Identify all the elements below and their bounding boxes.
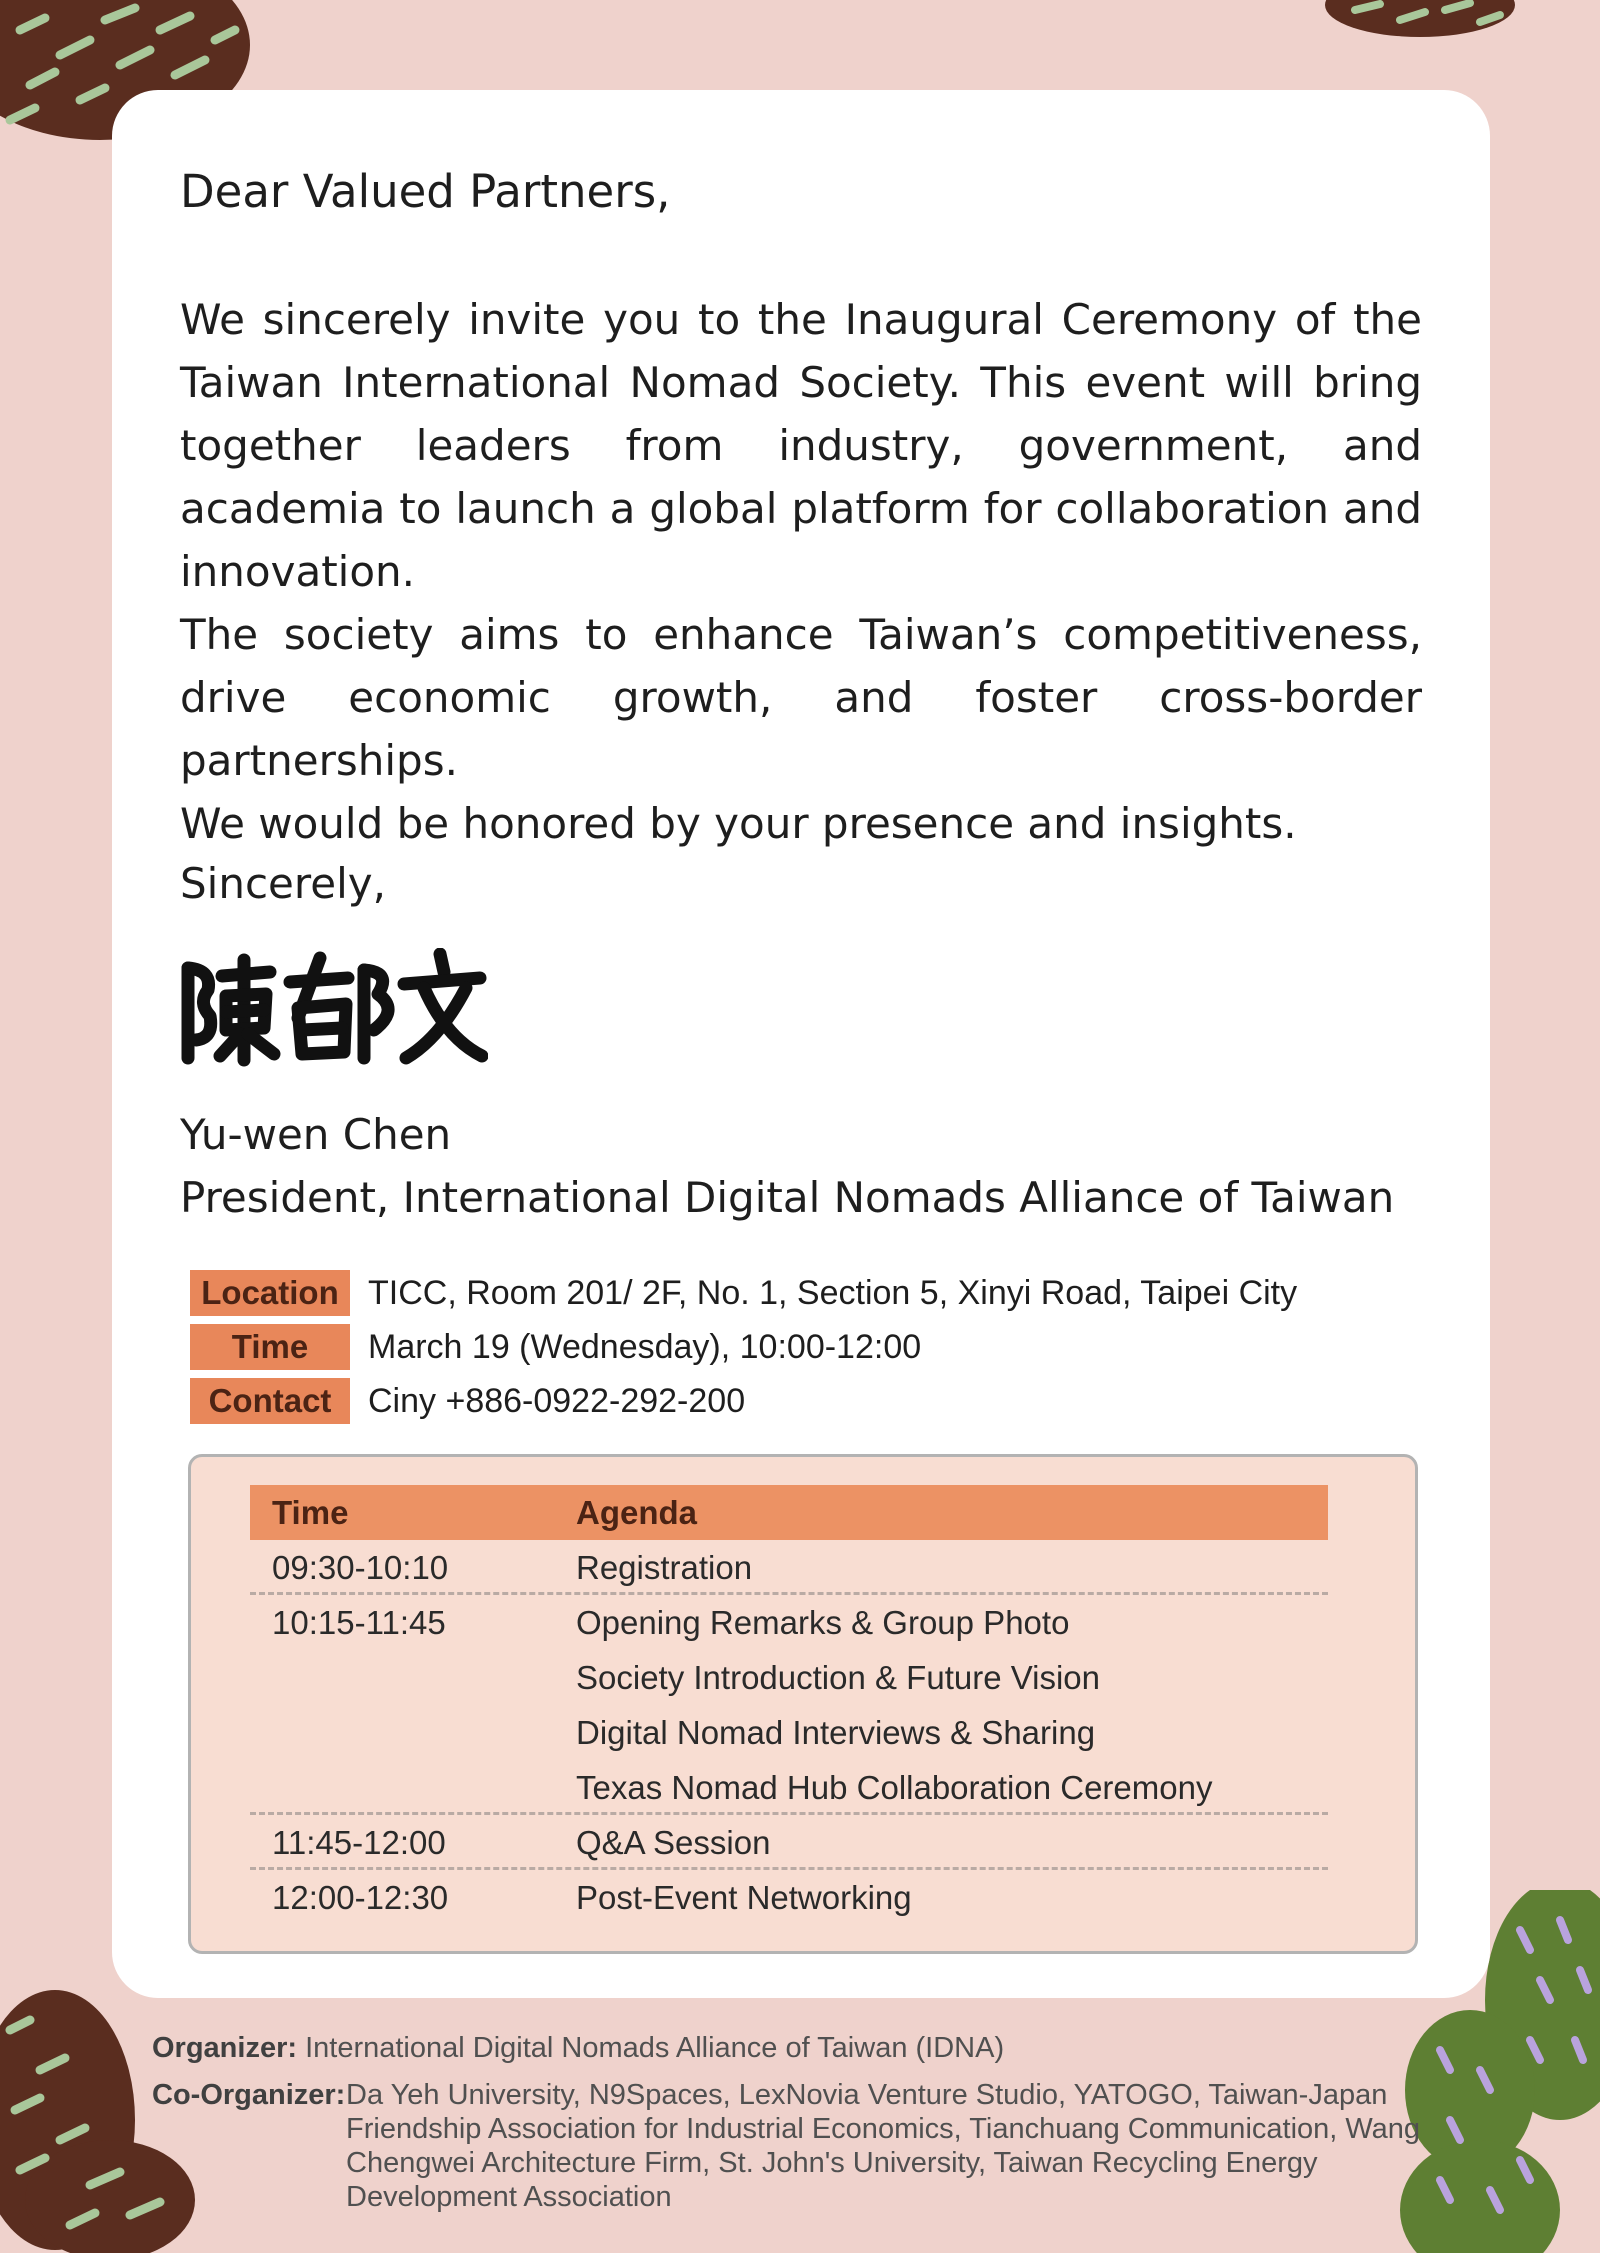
paragraph-invitation: We sincerely invite you to the Inaugural Ceremony of the Taiwan International Nomad Society. This event will bring together leaders from industry, government, and academia to launch a global platform for collaboration and innovation.	[180, 295, 1422, 596]
location-label: Location	[190, 1270, 350, 1316]
time-value: March 19 (Wednesday), 10:00-12:00	[368, 1328, 922, 1366]
agenda-item: Society Introduction & Future Vision	[576, 1659, 1101, 1696]
agenda-item: Texas Nomad Hub Collaboration Ceremony	[576, 1769, 1213, 1806]
signer-name: Yu-wen Chen	[180, 1110, 452, 1159]
agenda-row	[250, 1540, 1328, 1595]
location-value: TICC, Room 201/ 2F, No. 1, Section 5, Xinyi Road, Taipei City	[368, 1274, 1298, 1312]
agenda-header-agenda: Agenda	[576, 1494, 698, 1531]
agenda-table	[188, 1454, 1418, 1954]
agenda-item: Opening Remarks & Group Photo	[576, 1604, 1070, 1641]
agenda-time: 10:15-11:45	[272, 1604, 446, 1641]
agenda-item: Registration	[576, 1549, 753, 1586]
salutation: Dear Valued Partners,	[180, 165, 671, 218]
paragraph-aims: The society aims to enhance Taiwan’s competitiveness, drive economic growth, and foster cross-border partnerships.	[180, 610, 1422, 785]
agenda-time: 12:00-12:30	[272, 1879, 449, 1916]
agenda-row	[250, 1815, 1328, 1870]
contact-label: Contact	[190, 1378, 350, 1424]
signer-title: President, International Digital Nomads Alliance of Taiwan	[180, 1173, 1395, 1222]
agenda-header-time: Time	[272, 1494, 349, 1531]
coorganizer-label: Co-Organizer:	[152, 2079, 346, 2111]
footer-credits	[152, 2030, 1421, 2213]
time-label: Time	[190, 1324, 350, 1370]
organizer-value: International Digital Nomads Alliance of Taiwan (IDNA)	[305, 2032, 1005, 2064]
agenda-row	[250, 1595, 1328, 1815]
agenda-time: 09:30-10:10	[272, 1549, 449, 1586]
handwritten-signature	[178, 948, 488, 1068]
organizer-label: Organizer:	[152, 2032, 298, 2064]
contact-value: Ciny +886-0922-292-200	[368, 1382, 746, 1420]
agenda-item: Digital Nomad Interviews & Sharing	[576, 1714, 1096, 1751]
organizer-line	[152, 2030, 1004, 2066]
agenda-item: Post-Event Networking	[576, 1879, 912, 1916]
closing: Sincerely,	[180, 859, 386, 908]
signer-block	[180, 1103, 1394, 1229]
agenda-header	[250, 1485, 1328, 1540]
agenda-time: 11:45-12:00	[272, 1824, 446, 1861]
coorganizer-value: Da Yeh University, N9Spaces, LexNovia Venture Studio, YATOGO, Taiwan-Japan Friendship Association for Industrial Economics, Tianchuang Communication, Wang Chengwei Architecture Firm, St. John's University, Taiwan Recycling Energy Development Association	[346, 2079, 1421, 2213]
agenda-item: Q&A Session	[576, 1824, 771, 1861]
leaf-top-right	[1320, 0, 1520, 40]
letter-body	[180, 288, 1422, 855]
paragraph-honored: We would be honored by your presence and insights.	[180, 799, 1297, 848]
invitation-card	[112, 90, 1490, 1998]
agenda-row	[250, 1870, 1328, 1925]
